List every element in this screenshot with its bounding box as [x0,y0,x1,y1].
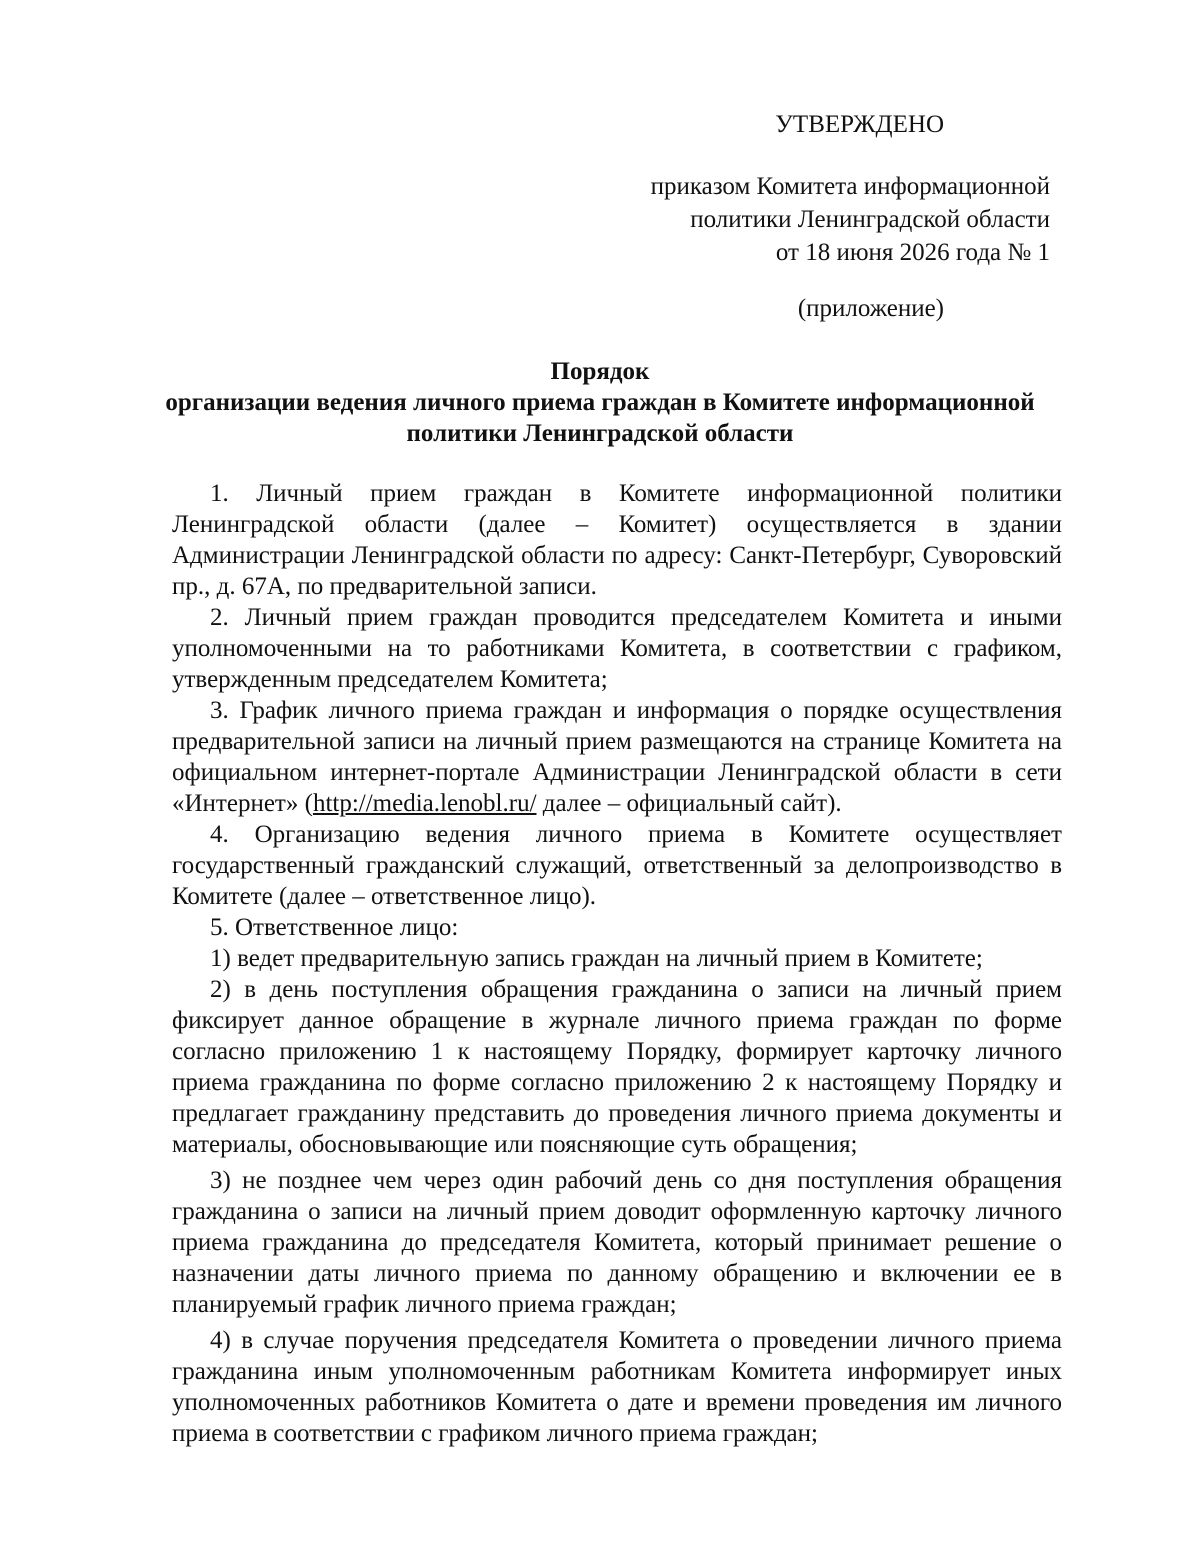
title-line-2: организации ведения личного приема граждан в Комитете информационной [165,389,1035,416]
order-line-3: от 18 июня 2026 года № 1 [775,239,1050,266]
paragraph-5: 5. Ответственное лицо: [210,914,459,941]
document-title [140,356,1060,449]
approved-label: УТВЕРЖДЕНО [775,111,944,138]
title-line-3: политики Ленинградской области [406,420,794,447]
paragraph-5-item-2: 2) в день поступления обращения гражданина о записи на личный прием фиксирует данное обращение в журнале личного приема граждан по форме согласно приложению 1 к настоящему Порядку, формирует карточку личного приема гражданина по форме согласно приложению 2 к настоящему Порядку и предлагает гражданину представить до проведения личного приема документы и материалы, обосновывающие или поясняющие суть обращения; [172,976,1062,1158]
paragraph-3-text-start: 3. График личного приема граждан и информация о порядке осуществления предварительной записи на личный прием размещаются на странице Комитета на официальном интернет-портале Администрации Ленинградской области в сети «Интернет» ( [172,697,1062,817]
order-line-1: приказом Комитета информационной [650,173,1050,200]
title-line-1: Порядок [550,358,650,385]
paragraph-5-item-3: 3) не позднее чем через один рабочий день со дня поступления обращения гражданина о записи на личный прием доводит оформленную карточку личного приема гражданина до председателя Комитета, который принимает решение о назначении даты личного приема по данному обращению и включении ее в планируемый график личного приема граждан; [172,1167,1062,1318]
order-reference [651,170,1050,269]
paragraph-1: 1. Личный прием граждан в Комитете информационной политики Ленинградской области (далее – Комитет) осуществляется в здании Администрации Ленинградской области по адресу: Санкт-Петербург, Суворовский пр., д. 67А, по предварительной записи. [172,480,1062,600]
paragraph-5-item-1: 1) ведет предварительную запись граждан на личный прием в Комитете; [210,945,983,972]
official-site-link[interactable]: http://media.lenobl.ru/ [312,790,537,817]
paragraph-3-text-end: далее – официальный сайт). [536,790,842,817]
paragraph-3 [172,695,1062,819]
paragraph-4: 4. Организацию ведения личного приема в Комитете осуществляет государственный гражданский служащий, ответственный за делопроизводство в Комитете (далее – ответственное лицо). [172,821,1062,910]
paragraph-5-item-4: 4) в случае поручения председателя Комитета о проведении личного приема гражданина иным уполномоченным работникам Комитета информирует иных уполномоченных работников Комитета о дате и времени проведения им личного приема в соответствии с графиком личного приема граждан; [172,1327,1062,1447]
order-line-2: политики Ленинградской области [690,206,1050,233]
document-body [172,478,1062,1449]
appendix-label: (приложение) [797,295,944,322]
paragraph-2: 2. Личный прием граждан проводится председателем Комитета и иными уполномоченными на то работниками Комитета, в соответствии с графиком, утвержденным председателем Комитета; [172,604,1062,693]
